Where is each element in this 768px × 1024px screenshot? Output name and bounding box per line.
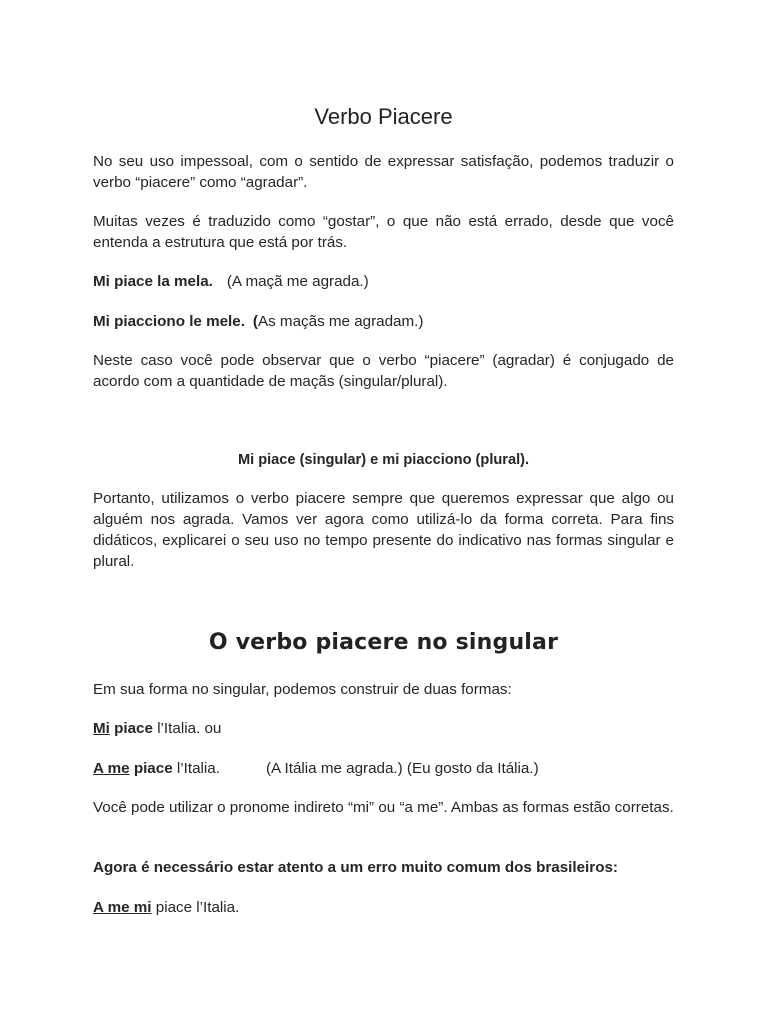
section-title: O verbo piacere no singular <box>208 630 559 655</box>
example-pronoun: A me mi <box>93 899 152 916</box>
example-rest: l’Italia. <box>176 760 220 777</box>
example-translation: (A Itália me agrada.) (Eu gosto da Itália.) <box>265 760 539 777</box>
page-title: Verbo Piacere <box>314 104 453 129</box>
example-verb: piace <box>114 720 153 737</box>
example-mi-piace-la-mela <box>93 271 674 292</box>
warning-text: Agora é necessário estar atento a um erro muito comum dos brasileiros: <box>93 859 618 876</box>
paragraph-gostar: Muitas vezes é traduzido como “gostar”, o que não está errado, desde que você entenda a estrutura que está por trás. <box>93 213 674 251</box>
example-translation: (A maçã me agrada.) <box>226 273 369 290</box>
example-mi-piace-italia <box>93 718 674 739</box>
example-rest: l’Italia. ou <box>157 720 222 737</box>
example-pronoun: Mi <box>93 720 110 737</box>
paragraph-conjugation: Neste caso você pode observar que o verbo “piacere” (agradar) é conjugado de acordo com a quantidade de maçãs (singular/plural). <box>93 352 674 390</box>
example-verb: piace <box>133 760 173 777</box>
example-italian: Mi piacciono le mele. <box>93 313 245 330</box>
paragraph-pronome: Você pode utilizar o pronome indireto “mi” ou “a me”. Ambas as formas estão corretas. <box>93 799 674 816</box>
paragraph-portanto: Portanto, utilizamos o verbo piacere sempre que queremos expressar que algo ou alguém nos agrada. Vamos ver agora como utilizá-lo da forma correta. Para fins didáticos, explicarei o seu uso no tempo presente do indicativo nas formas singular e plural. <box>93 490 674 570</box>
paragraph-singular: Em sua forma no singular, podemos construir de duas formas: <box>93 681 512 698</box>
example-common-error <box>93 897 674 918</box>
example-pronoun: A me <box>93 760 130 777</box>
example-translation: As maçãs me agradam.) <box>257 313 424 330</box>
example-a-me-piace-italia <box>93 758 674 779</box>
paragraph-intro: No seu uso impessoal, com o sentido de expressar satisfação, podemos traduzir o verbo “piacere” como “agradar”. <box>93 153 674 191</box>
example-rest: piace l’Italia. <box>155 899 240 916</box>
example-mi-piacciono-le-mele <box>93 311 674 332</box>
example-paren: ( <box>252 313 258 330</box>
example-italian: Mi piace la mela. <box>93 273 213 290</box>
centered-summary: Mi piace (singular) e mi piacciono (plural). <box>237 452 530 468</box>
